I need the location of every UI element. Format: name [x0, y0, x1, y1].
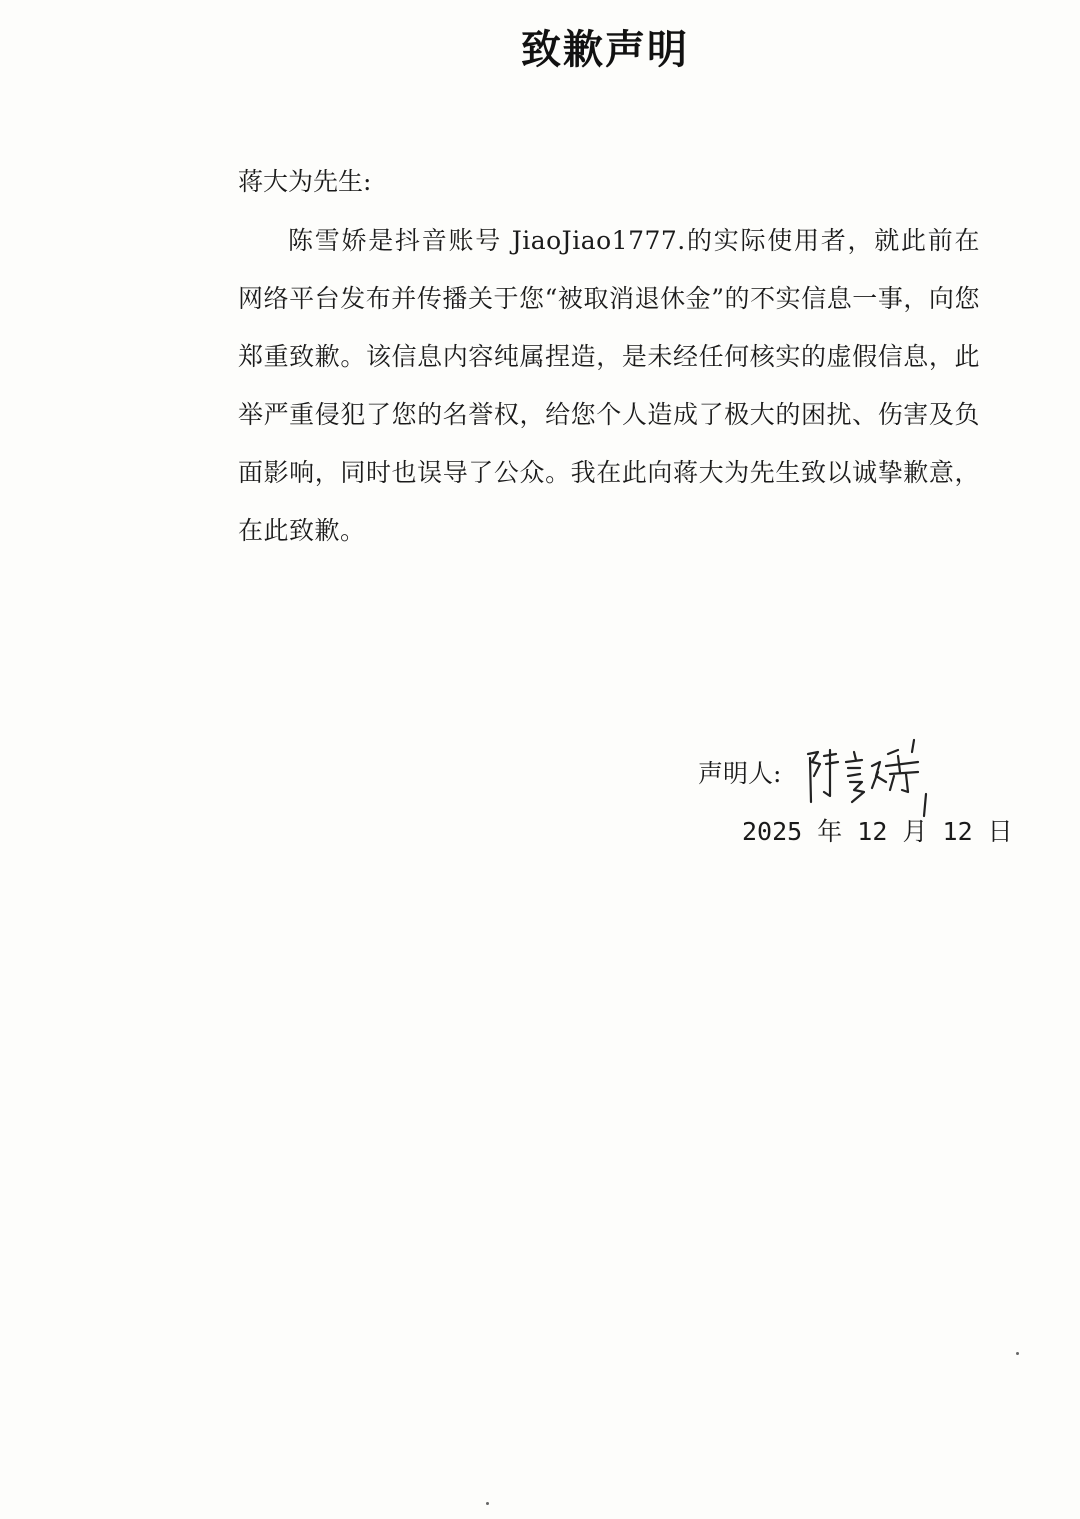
- scan-speck: [1016, 1352, 1019, 1355]
- signature-label: 声明人:: [698, 759, 782, 788]
- body-paragraph: 陈雪娇是抖音账号 JiaoJiao1777.的实际使用者，就此前在网络平台发布并传播关于您“被取消退休金”的不实信息一事，向您郑重致歉。该信息内容纯属捏造，是未经任何核实的虚假信息，此举严重侵犯了您的名誉权，给您个人造成了极大的困扰、伤害及负面影响，同时也误导了公众。我在此向蒋大为先生致以诚挚歉意，在此致歉。: [238, 226, 980, 545]
- scan-speck: [486, 1502, 489, 1505]
- date-line: 2025 年 12 月 12 日: [742, 817, 1013, 846]
- salutation: 蒋大为先生:: [238, 167, 372, 196]
- document-title: 致歉声明: [521, 26, 689, 73]
- handwritten-signature: [802, 732, 942, 824]
